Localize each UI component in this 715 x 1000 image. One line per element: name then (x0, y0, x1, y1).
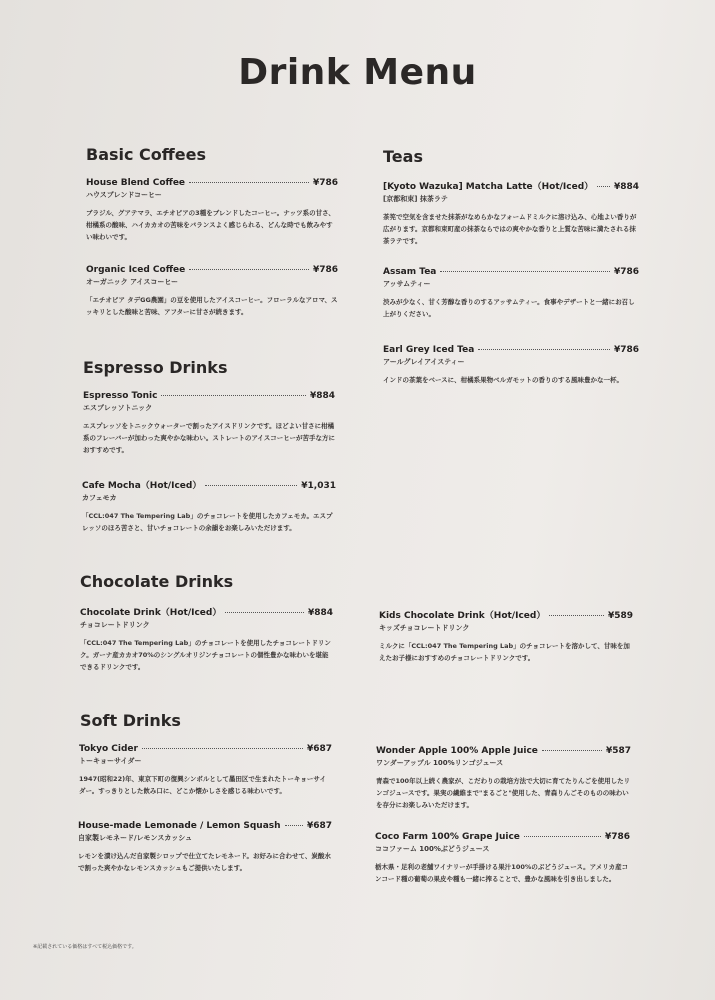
leader-dots (440, 271, 610, 272)
item-name: Coco Farm 100% Grape Juice (375, 832, 520, 842)
menu-item-earl-grey-iced-tea (383, 345, 639, 386)
leader-dots (189, 182, 309, 183)
item-jp-name: エスプレッソトニック (83, 404, 153, 412)
item-description: 「CCL:047 The Tempering Lab」のチョコレートを使用したチョコレートドリンク。ガーナ産カカオ70%のシングルオリジンチョコレートの個性豊かな味わいを堪能できるドリンクです。 (80, 639, 331, 671)
item-jp-name: ワンダーアップル 100%リンゴジュース (376, 759, 504, 767)
item-name: Tokyo Cider (79, 744, 138, 754)
item-name: House Blend Coffee (86, 178, 186, 188)
item-name: Kids Chocolate Drink（Hot/Iced） (379, 611, 546, 621)
menu-item-organic-iced-coffee (86, 265, 338, 318)
item-name: Earl Grey Iced Tea (383, 345, 475, 355)
item-price: ¥687 (306, 821, 332, 831)
leader-dots (189, 269, 309, 270)
item-description: 栃木県・足利の老舗ワイナリーが手掛ける果汁100%のぶどうジュース。アメリカ産コンコード種の葡萄の果皮や種も一緒に搾ることで、豊かな風味を引き出しました。 (375, 863, 629, 883)
item-price: ¥1,031 (301, 481, 336, 491)
item-price: ¥587 (605, 746, 631, 756)
item-jp-name: ココファーム 100%ぶどうジュース (375, 845, 490, 853)
menu-item-house-made-lemonade (78, 821, 332, 874)
item-price: ¥786 (604, 832, 630, 842)
menu-item-cafe-mocha (82, 478, 336, 534)
leader-dots (225, 612, 304, 613)
section-title-soft-drinks: Soft Drinks (80, 711, 181, 730)
item-description: レモンを漬け込んだ自家製シロップで仕立てたレモネード。お好みに合わせて、炭酸水で割った爽やかなレモンスカッシュもご提供いたします。 (78, 852, 331, 872)
menu-item-coco-farm-grape-juice (375, 832, 630, 885)
item-jp-name: キッズチョコレートドリンク (379, 624, 470, 632)
item-price: ¥884 (307, 608, 333, 618)
leader-dots (478, 349, 610, 350)
item-description: 渋みが少なく、甘く芳醇な香りのするアッサムティー。食事やデザートと一緒にお召し上がりください。 (383, 298, 635, 318)
menu-item-chocolate-drink (80, 605, 333, 673)
item-price: ¥884 (613, 182, 639, 192)
menu-item-tokyo-cider (79, 744, 332, 797)
item-price: ¥786 (312, 265, 338, 275)
section-title-espresso-drinks: Espresso Drinks (83, 358, 228, 377)
item-price: ¥786 (312, 178, 338, 188)
menu-item-wonder-apple-juice (376, 746, 631, 811)
leader-dots (161, 395, 305, 396)
item-description: 「CCL:047 The Tempering Lab」のチョコレートを使用したカフェモカ。エスプレッソのほろ苦さと、甘いチョコレートの余韻をお楽しみいただけます。 (82, 512, 333, 532)
leader-dots (542, 750, 602, 751)
leader-dots (142, 748, 303, 749)
leader-dots (597, 186, 610, 187)
item-description: 1947(昭和22)年、東京下町の復興シンボルとして墨田区で生まれたトーキョーサイダー。すっきりとした飲み口に、どこか懐かしさを感じる味わいです。 (79, 775, 326, 795)
leader-dots (285, 825, 303, 826)
tax-footnote: ※記載されている価格はすべて税込価格です。 (33, 944, 137, 950)
item-description: 青森で100年以上続く農家が、こだわりの栽培方法で大切に育てたりんごを使用したリンゴジュースです。果実の繊維まで"まるごと"使用した、青森りんごそのものの味わいを存分にお楽しみいただけます。 (376, 777, 631, 809)
item-name: Wonder Apple 100% Apple Juice (376, 746, 538, 756)
item-name: Assam Tea (383, 267, 437, 277)
item-jp-name: ハウスブレンドコーヒー (86, 191, 162, 199)
item-name: Organic Iced Coffee (86, 265, 186, 275)
item-name: [Kyoto Wazuka] Matcha Latte（Hot/Iced） (383, 182, 594, 192)
item-jp-name: 自家製レモネード/レモンスカッシュ (78, 834, 193, 842)
section-title-chocolate-drinks: Chocolate Drinks (80, 572, 234, 591)
item-jp-name: アッサムティー (383, 280, 431, 288)
item-jp-name: チョコレートドリンク (80, 621, 150, 629)
section-title-basic-coffees: Basic Coffees (86, 145, 206, 164)
item-name: Cafe Mocha（Hot/Iced） (82, 481, 202, 491)
item-description: エスプレッソをトニックウォーターで割ったアイスドリンクです。ほどよい甘さに柑橘系のフレーバーが加わった爽やかな味わい。ストレートのアイスコーヒーが苦手な方におすすめです。 (83, 422, 335, 454)
item-jp-name: [京都和束] 抹茶ラテ (383, 195, 448, 203)
menu-item-kids-chocolate-drink (379, 608, 633, 664)
item-jp-name: アールグレイアイスティー (383, 358, 465, 366)
item-price: ¥786 (613, 267, 639, 277)
section-title-teas: Teas (383, 147, 423, 166)
item-name: House-made Lemonade / Lemon Squash (78, 821, 281, 831)
menu-item-house-blend-coffee (86, 178, 338, 243)
item-jp-name: オーガニック アイスコーヒー (86, 278, 179, 286)
item-description: ブラジル、グアテマラ、エチオピアの3種をブレンドしたコーヒー。ナッツ系の甘さ、柑橘系の酸味、ハイカカオの苦味をバランスよく感じられる、どんな時でも飲みやすい味わいです。 (86, 209, 335, 241)
item-jp-name: トーキョーサイダー (79, 757, 142, 765)
item-price: ¥884 (309, 391, 335, 401)
leader-dots (549, 615, 604, 616)
menu-item-assam-tea (383, 267, 639, 320)
leader-dots (205, 485, 297, 486)
item-price: ¥687 (306, 744, 332, 754)
item-description: 「エチオピア タデGG農園」の豆を使用したアイスコーヒー。フローラルなアロマ、スッキリとした酸味と苦味、アフターに甘さが続きます。 (86, 296, 338, 316)
item-price: ¥786 (613, 345, 639, 355)
item-description: 茶筅で空気を含ませた抹茶がなめらかなフォームドミルクに溶け込み、心地よい香りが広がります。京都和束町産の抹茶ならではの爽やかな香りと上質な苦味に満たされる抹茶ラテです。 (383, 213, 637, 245)
item-name: Chocolate Drink（Hot/Iced） (80, 608, 222, 618)
page-title: Drink Menu (238, 52, 477, 93)
item-name: Espresso Tonic (83, 391, 158, 401)
leader-dots (524, 836, 601, 837)
menu-item-espresso-tonic (83, 391, 335, 456)
menu-item-matcha-latte (383, 179, 639, 247)
item-jp-name: カフェモカ (82, 494, 117, 502)
item-description: インドの茶葉をベースに、柑橘系果物ベルガモットの香りのする風味豊かな一杯。 (383, 376, 623, 384)
item-description: ミルクに「CCL:047 The Tempering Lab」のチョコレートを溶かして、甘味を加えたお子様におすすめのチョコレートドリンクです。 (379, 642, 630, 662)
item-price: ¥589 (607, 611, 633, 621)
